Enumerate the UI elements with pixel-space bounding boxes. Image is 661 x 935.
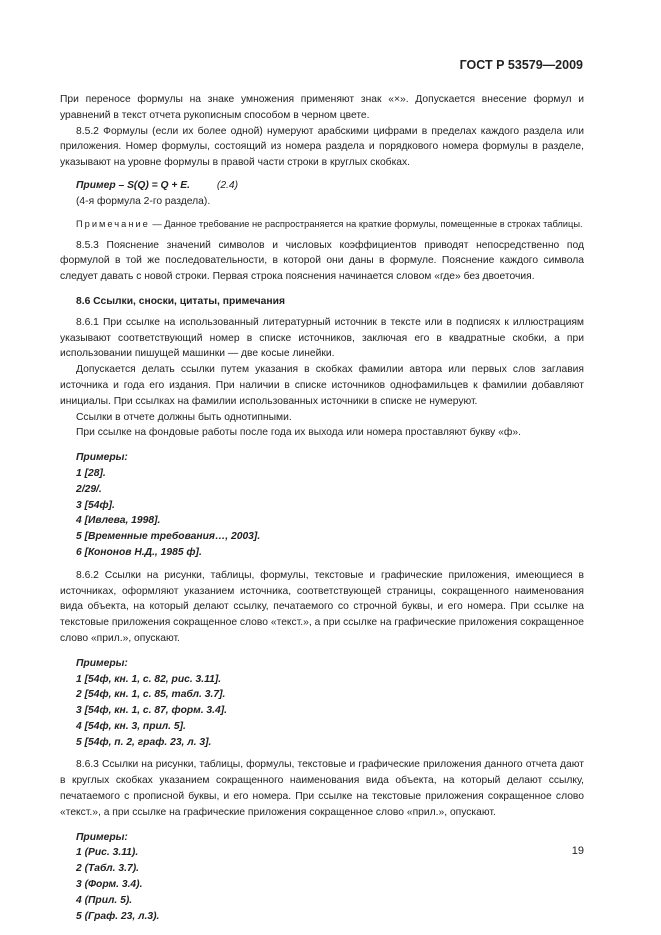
paragraph: При переносе формулы на знаке умножения применяют знак «×». Допускается внесение формул и уравнений в текст отчета рукописным способом в черном цвете. (60, 94, 584, 121)
example-item: 5 [Временные требования…, 2003]. (76, 531, 261, 543)
examples-label: Примеры: (76, 452, 128, 464)
example-item: 1 (Рис. 3.11). (76, 847, 139, 859)
document-number: ГОСТ Р 53579—2009 (459, 58, 583, 72)
paragraph-8-5-3: 8.5.3 Пояснение значений символов и числовых коэффициентов приводят непосредственно под формулой в той же последовательности, в которой они даны в формуле. Пояснение каждого символа следует давать с новой строки. Первая строка пояснения начинается словом «где» без двоеточия. (60, 239, 584, 283)
example-item: 2/29/. (76, 483, 102, 495)
note-label: Примечание (76, 218, 150, 229)
example-item: 3 [54ф, кн. 1, с. 87, форм. 3.4]. (76, 705, 228, 717)
example-item: 4 (Прил. 5). (76, 894, 133, 906)
formula-caption: (4-я формула 2-го раздела). (76, 195, 211, 207)
example-item: 1 [28]. (76, 467, 106, 479)
example-item: 6 [Кононов Н.Д., 1985 ф]. (76, 546, 202, 558)
example-item: 2 (Табл. 3.7). (76, 863, 140, 875)
example-item: 5 [54ф, п. 2, граф. 23, л. 3]. (76, 736, 212, 748)
formula-text: Пример – S(Q) = Q + E. (76, 179, 191, 191)
paragraph-8-5-2: 8.5.2 Формулы (если их более одной) нумеруют арабскими цифрами в пределах каждого раздела или приложения. Номер формулы, состоящий из номера раздела и порядкового номера формулы в разделе, указывают на уровне формулы в правой части строки в круглых скобках. (60, 125, 584, 169)
paragraph-8-6-1: 8.6.1 При ссылке на использованный литературный источник в тексте или в подписях к иллюстрациям указывают соответствующий номер в списке источников, заключая его в квадратные скобки, а при использовании пишущей машинки — две косые линейки. (60, 316, 584, 360)
formula-number: (2.4) (216, 179, 239, 191)
example-item: 1 [54ф, кн. 1, с. 82, рис. 3.11]. (76, 673, 222, 685)
formula-example (60, 178, 584, 194)
example-item: 3 (Форм. 3.4). (76, 879, 143, 891)
paragraph: Ссылки в отчете должны быть однотипными. (76, 411, 292, 423)
note-text: — Данное требование не распространяется на краткие формулы, помещенные в строках таблицы. (149, 218, 583, 229)
page-number: 19 (571, 845, 584, 857)
examples-label: Примеры: (76, 831, 128, 843)
note (60, 217, 584, 231)
example-item: 4 [Ивлева, 1998]. (76, 515, 161, 527)
paragraph: Допускается делать ссылки путем указания в скобках фамилии автора или первых слов заглавия источника и года его издания. При наличии в списке источников однофамильцев к фамилии добавляют инициалы. При ссылках на фамилии использованных источники в списке не нумеруют. (60, 364, 584, 407)
example-item: 4 [54ф, кн. 3, прил. 5]. (76, 720, 186, 732)
example-item: 3 [54ф]. (76, 499, 115, 511)
paragraph-8-6-3: 8.6.3 Ссылки на рисунки, таблицы, формулы, текстовые и графические приложения данного отчета дают в круглых скобках указанием сокращенного наименования вида объекта, на который делают ссылку, печатаемого с прописной буквы, и его номера. При ссылке на текстовые приложения сокращенное слово «текст.», а при ссылке на графические приложения сокращенное слово «прил.», опускают. (60, 759, 584, 818)
paragraph: При ссылке на фондовые работы после года их выхода или номера проставляют букву «ф». (76, 427, 521, 439)
example-item: 5 (Граф. 23, л.3). (76, 910, 160, 922)
section-title: 8.6 Ссылки, сноски, цитаты, примечания (76, 295, 285, 307)
paragraph-8-6-2: 8.6.2 Ссылки на рисунки, таблицы, формулы, текстовые и графические приложения, имеющиеся в источниках, оформляют указанием источника, соответствующей страницы, сокращенного наименования вида объекта, на который делают ссылку, печатаемого со строчной буквы, и его номера. При ссылке на текстовые приложения сокращенное слово «текст.», а при ссылке на графические приложения сокращенное слово «прил.», опускают. (60, 569, 584, 644)
page-body (60, 92, 584, 924)
examples-label: Примеры: (76, 657, 128, 669)
example-item: 2 [54ф, кн. 1, с. 85, табл. 3.7]. (76, 689, 226, 701)
